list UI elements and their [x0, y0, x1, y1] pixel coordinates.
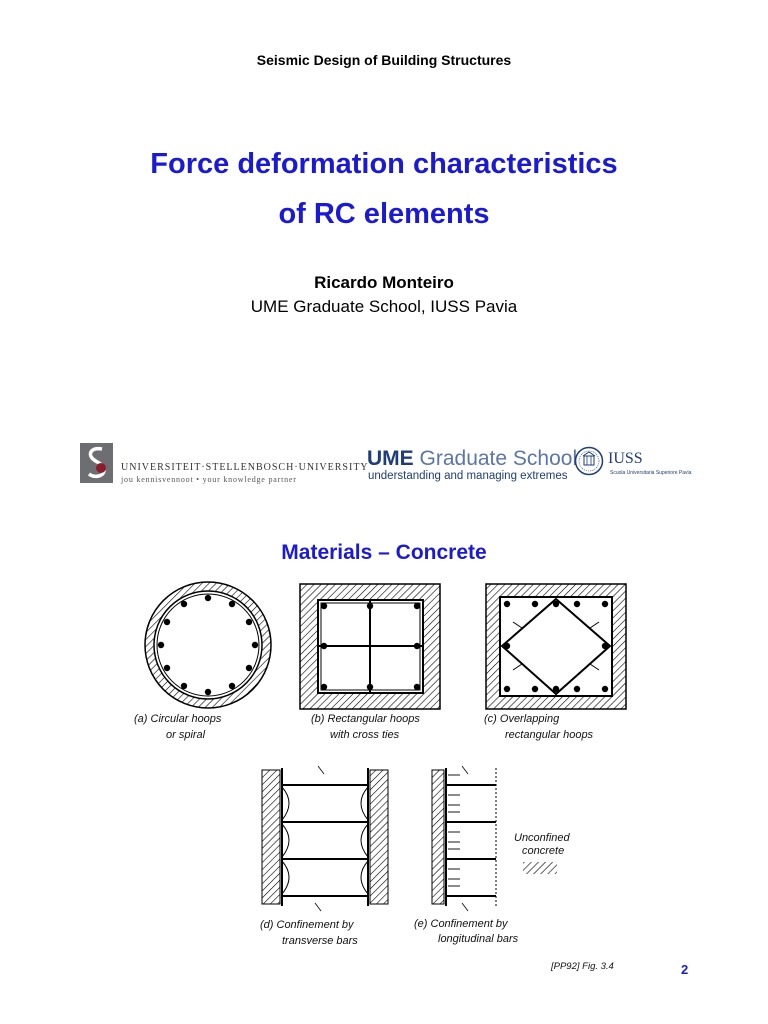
ume-tagline: understanding and managing extremes: [368, 470, 568, 482]
legend-label-line-1: Unconfined: [514, 832, 570, 844]
caption-a-line-2: or spiral: [166, 729, 206, 741]
iuss-name: IUSS: [608, 450, 643, 467]
caption-e-line-1: (e) Confinement by: [414, 918, 508, 930]
iuss-tagline: Scuola Universitaria Superiore Pavia: [610, 470, 692, 476]
legend-label-line-2: concrete: [522, 845, 565, 857]
stellenbosch-tagline: jou kennisvennoot • your knowledge partner: [121, 475, 297, 484]
caption-b-line-1: (b) Rectangular hoops: [311, 713, 420, 725]
caption-a-line-1: (a) Circular hoops: [134, 713, 222, 725]
caption-d-line-2: transverse bars: [282, 935, 358, 947]
ume-logo-strong: UME: [367, 447, 414, 470]
caption-c-line-1: (c) Overlapping: [484, 713, 560, 725]
fig-c-overlapping-section: [486, 584, 626, 709]
fig-e-longitudinal-elevation: [432, 766, 496, 911]
fig-d-transverse-elevation: [262, 766, 388, 911]
section-title: Materials – Concrete: [281, 541, 487, 564]
author-name: Ricardo Monteiro: [314, 273, 454, 292]
author-affiliation: UME Graduate School, IUSS Pavia: [250, 297, 518, 316]
fig-b-rectangular-section: [300, 584, 440, 709]
caption-c-line-2: rectangular hoops: [505, 729, 594, 741]
ume-logo-rest: Graduate School: [413, 447, 578, 470]
slide-title-line-2: of RC elements: [278, 198, 490, 230]
legend-hatch-swatch: [523, 862, 557, 874]
page-number: 2: [681, 962, 689, 977]
caption-d-line-1: (d) Confinement by: [260, 919, 354, 931]
caption-b-line-2: with cross ties: [330, 729, 400, 741]
stellenbosch-name: UNIVERSITEIT·STELLENBOSCH·UNIVERSITY: [121, 462, 369, 473]
figure-reference: [PP92] Fig. 3.4: [551, 961, 614, 972]
course-header: Seismic Design of Building Structures: [256, 52, 512, 68]
caption-e-line-2: longitudinal bars: [438, 933, 519, 945]
slide-title-line-1: Force deformation characteristics: [150, 148, 618, 180]
fig-a-circular-section: [145, 582, 271, 708]
